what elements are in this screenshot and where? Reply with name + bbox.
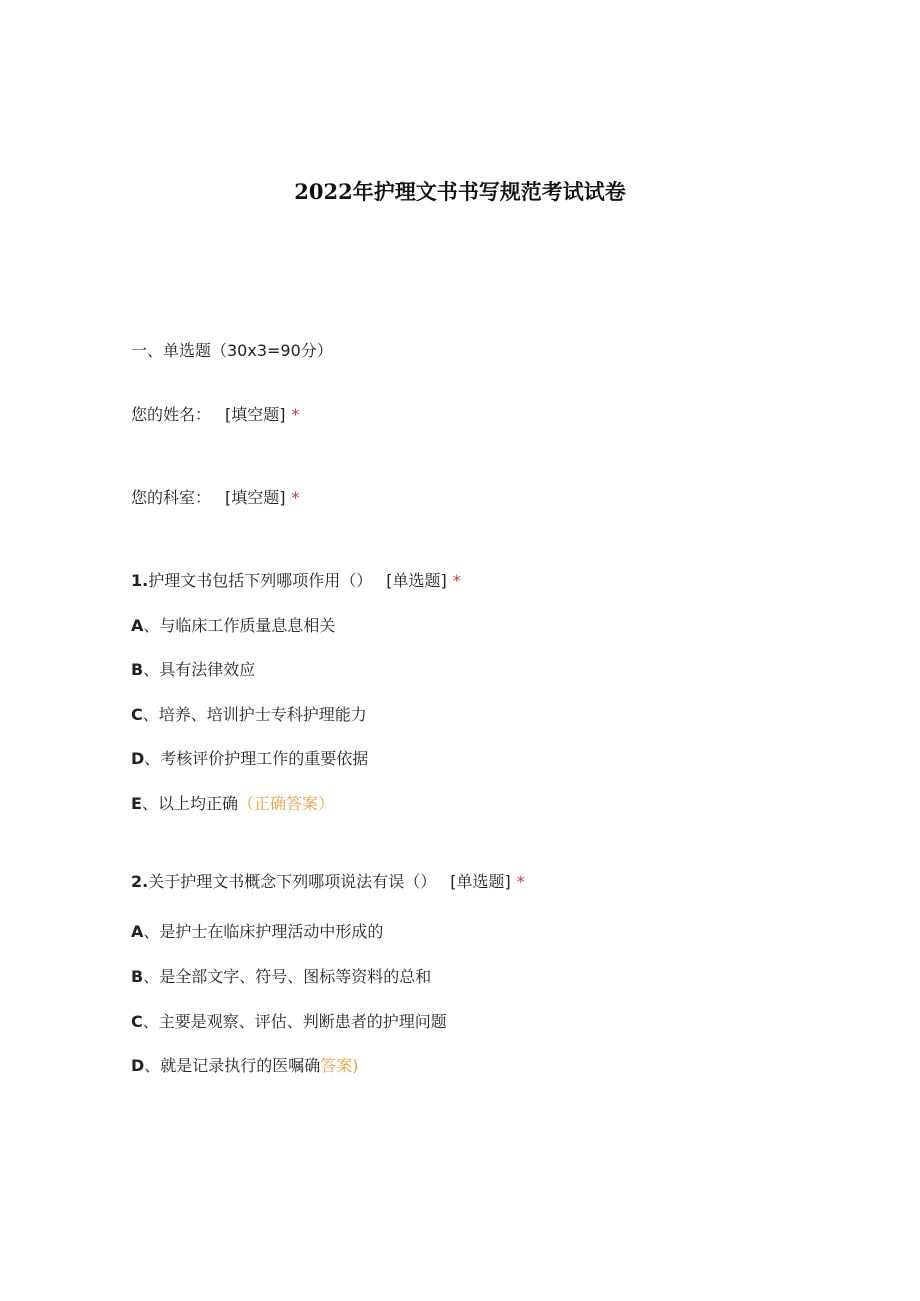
option-letter: D <box>131 749 145 768</box>
correct-answer-label: （正确答案） <box>237 794 334 813</box>
required-star: * <box>516 872 525 891</box>
question-text: 关于护理文书概念下列哪项说法有误（） <box>148 872 437 891</box>
option-text: 、培养、培训护士专科护理能力 <box>142 705 367 724</box>
option-letter: B <box>131 660 144 679</box>
option-letter: C <box>131 705 143 724</box>
name-field-label: 您的姓名： <box>131 405 212 424</box>
question-1-option-e[interactable] <box>131 792 334 816</box>
option-text: 、具有法律效应 <box>143 660 256 679</box>
option-letter: B <box>131 967 144 986</box>
option-text: 、考核评价护理工作的重要依据 <box>144 749 369 768</box>
question-1-option-d[interactable] <box>131 747 368 771</box>
question-1-option-a[interactable] <box>131 614 335 638</box>
exam-title: 2022年护理文书书写规范考试试卷 <box>294 179 626 204</box>
option-text: 、主要是观察、评估、判断患者的护理问题 <box>142 1012 447 1031</box>
option-text: 、是全部文字、符号、图标等资料的总和 <box>143 967 432 986</box>
question-2-option-d[interactable] <box>131 1054 359 1078</box>
option-text: 、以上均正确 <box>141 794 238 813</box>
department-field-type-tag: [填空题] <box>225 488 286 507</box>
question-number: 2. <box>131 872 149 891</box>
question-number: 1. <box>131 571 149 590</box>
question-2-stem <box>131 870 525 894</box>
required-star: * <box>452 571 461 590</box>
option-letter: C <box>131 1012 143 1031</box>
option-text: 、与临床工作质量息息相关 <box>143 616 336 635</box>
question-text: 护理文书包括下列哪项作用（） <box>148 571 373 590</box>
option-letter: E <box>131 794 142 813</box>
required-star: * <box>291 405 300 424</box>
question-2-option-a[interactable] <box>131 920 383 944</box>
correct-answer-label: 答案) <box>320 1056 359 1075</box>
department-field-label: 您的科室： <box>131 488 212 507</box>
option-text: 、就是记录执行的医嘱确 <box>144 1056 321 1075</box>
option-letter: D <box>131 1056 145 1075</box>
question-1-stem <box>131 569 461 593</box>
option-letter: A <box>131 922 144 941</box>
option-text: 、是护士在临床护理活动中形成的 <box>143 922 384 941</box>
question-type-tag: [单选题] <box>386 571 447 590</box>
option-letter: A <box>131 616 144 635</box>
question-type-tag: [单选题] <box>450 872 511 891</box>
section-title: 一、单选题（30x3=90分） <box>131 341 333 360</box>
required-star: * <box>291 488 300 507</box>
name-field-type-tag: [填空题] <box>225 405 286 424</box>
question-1-option-b[interactable] <box>131 658 255 682</box>
question-2-option-b[interactable] <box>131 965 431 989</box>
question-1-option-c[interactable] <box>131 703 367 727</box>
name-field[interactable] <box>131 403 300 427</box>
department-field[interactable] <box>131 486 300 510</box>
question-2-option-c[interactable] <box>131 1010 447 1034</box>
